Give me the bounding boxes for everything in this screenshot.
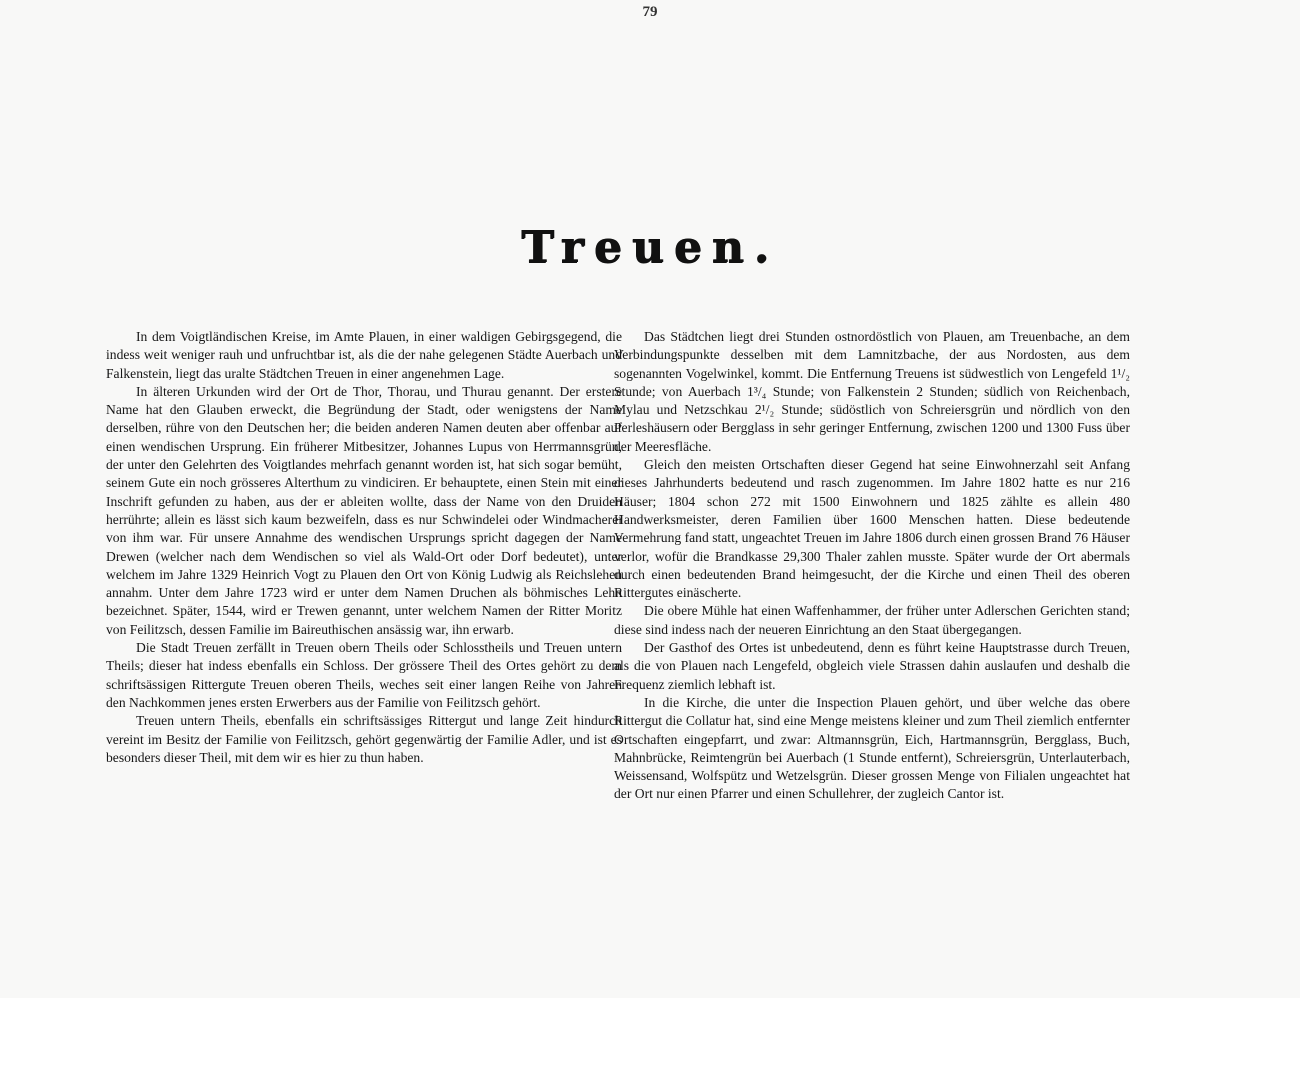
- left-column: [106, 328, 622, 767]
- paragraph: In die Kirche, die unter die Inspection Plauen gehört, und über welche das obere Rittergut die Collatur hat, sind eine Menge meistens kleiner und zum Theil ziemlich entfernter Ortschaften eingepfarrt, und zwar: Altmannsgrün, Eich, Hartmannsgrün, Bergglass, Buch, Mahnbrücke, Reimtengrün bei Auerbach (1 Stunde entfernt), Schreiersgrün, Unterlauterbach, Weissensand, Wolfspütz und Wetzelsgrün. Dieser grossen Menge von Filialen ungeachtet hat der Ort nur einen Pfarrer und einen Schullehrer, der zugleich Cantor ist.: [614, 694, 1130, 802]
- paragraph: Der Gasthof des Ortes ist unbedeutend, denn es führt keine Hauptstrasse durch Treuen, als die von Plauen nach Lengefeld, obgleich viele Strassen dahin auslaufen und deshalb die Frequenz ziemlich lebhaft ist.: [614, 640, 1130, 692]
- bleed-through-left-lower: [106, 268, 266, 328]
- paragraph: Gleich den meisten Ortschaften dieser Gegend hat seine Einwohnerzahl seit Anfang dieses Jahrhunderts bedeutend und rasch zugenommen. Im Jahre 1802 hatte es nur 216 Häuser; 1804 schon 272 mit 1500 Einwohnern und 1825 zählte es allein 480 Handwerksmeister, deren Familien über 1600 Menschen hatten. Diese bedeutende Vermehrung fand statt, ungeachtet Treuen im Jahre 1806 durch einen grossen Brand 76 Häuser verlor, wofür die Brandkasse 29,300 Thaler zahlen musste. Später wurde der Ort abermals durch einen bedeutenden Brand heimgesucht, der die Kirche und einen Theil des oberen Rittergutes einäscherte.: [614, 457, 1130, 601]
- paragraph: In älteren Urkunden wird der Ort de Thor, Thorau, und Thurau genannt. Der erstere Name hat den Glauben erweckt, die Begründung der Stadt, oder wenigstens der Name derselben, rühre von den Deutschen her; die beiden anderen Namen deuten aber offenbar auf einen wendischen Ursprung. Ein früherer Mitbesitzer, Johannes Lupus von Herrmannsgrün, der unter den Gelehrten des Voigtlandes mehrfach genannt worden ist, hat sich sogar bemüht, seinem Gute ein noch grösseres Alterthum zu vindiciren. Er behauptete, einen Stein mit einer Inschrift gefunden zu haben, aus der er ableiten wollte, dass der Name von den Druiden herrührte; allein es lässt sich kaum bezweifeln, dass es nur Schwindelei oder Windmacherei von ihm war. Für unsere Annahme des wendischen Ursprungs spricht dagegen der Name Drewen (welcher nach dem Wendischen so viel als Wald-Ort oder Dorf bedeutet), unter welchem im Jahre 1329 Heinrich Vogt zu Plauen den Ort von König Ludwig als Reichslehen annahm. Unter dem Jahre 1723 wird er unter dem Namen Druchen als böhmisches Lehn bezeichnet. Später, 1544, wird er Trewen genannt, unter welchem Namen der Ritter Moritz von Feilitzsch, dessen Familie im Baireuthischen ansässig war, ihn erwarb.: [106, 383, 622, 637]
- bleed-through-left: [106, 36, 622, 216]
- paragraph: Die obere Mühle hat einen Waffenhammer, der früher unter Adlerschen Gerichten stand; diese sind indess nach der neueren Einrichtung an den Staat übergegangen.: [614, 603, 1130, 637]
- paragraph: Die Stadt Treuen zerfällt in Treuen obern Theils oder Schlosstheils und Treuen untern Theils; dieser hat indess ebenfalls ein Schloss. Der grössere Theil des Ortes gehört zu dem schriftsässigen Rittergute Treuen oberen Theils, weches seit einer langen Reihe von Jahren den Nachkommen jenes ersten Erwerbers aus der Familie von Feilitzsch gehört.: [106, 640, 622, 710]
- paragraph: Das Städtchen liegt drei Stunden ostnordöstlich von Plauen, am Treuenbache, an dem Verbindungspunkte desselben mit dem Lamnitzbache, der aus Nordosten, aus dem sogenannten Vogelwinkel, kommt. Die Entfernung Treuens ist südwestlich von Lengefeld 1¹/₂ Stunde; von Auerbach 1³/₄ Stunde; von Falkenstein 2 Stunden; südlich von Reichenbach, Mylau und Netzschkau 2¹/₂ Stunde; südöstlich von Schreiersgrün und nördlich von den Perleshäusern oder Bergglass in sehr geringer Entfernung, zwischen 1200 und 1300 Fuss über der Meeresfläche.: [614, 329, 1130, 454]
- right-column: [614, 328, 1130, 804]
- footer-bar: [0, 998, 1300, 1088]
- bleed-through-right: [690, 36, 1200, 236]
- paragraph: Treuen untern Theils, ebenfalls ein schriftsässiges Rittergut und lange Zeit hindurch vereint im Besitz der Familie von Feilitzsch, gehört gegenwärtig der Familie Adler, und ist es besonders dieser Theil, mit dem wir es hier zu thun haben.: [106, 713, 622, 765]
- paragraph: In dem Voigtländischen Kreise, im Amte Plauen, in einer waldigen Gebirgsgegend, die indess weit weniger rauh und unfruchtbar ist, als die der nahe gelegenen Städte Auerbach und Falkenstein, liegt das uralte Städtchen Treuen in einer angenehmen Lage.: [106, 329, 622, 381]
- bleed-through-right-lower: [820, 268, 1120, 328]
- page-title: Treuen.: [520, 222, 779, 273]
- page-number: 79: [642, 4, 658, 20]
